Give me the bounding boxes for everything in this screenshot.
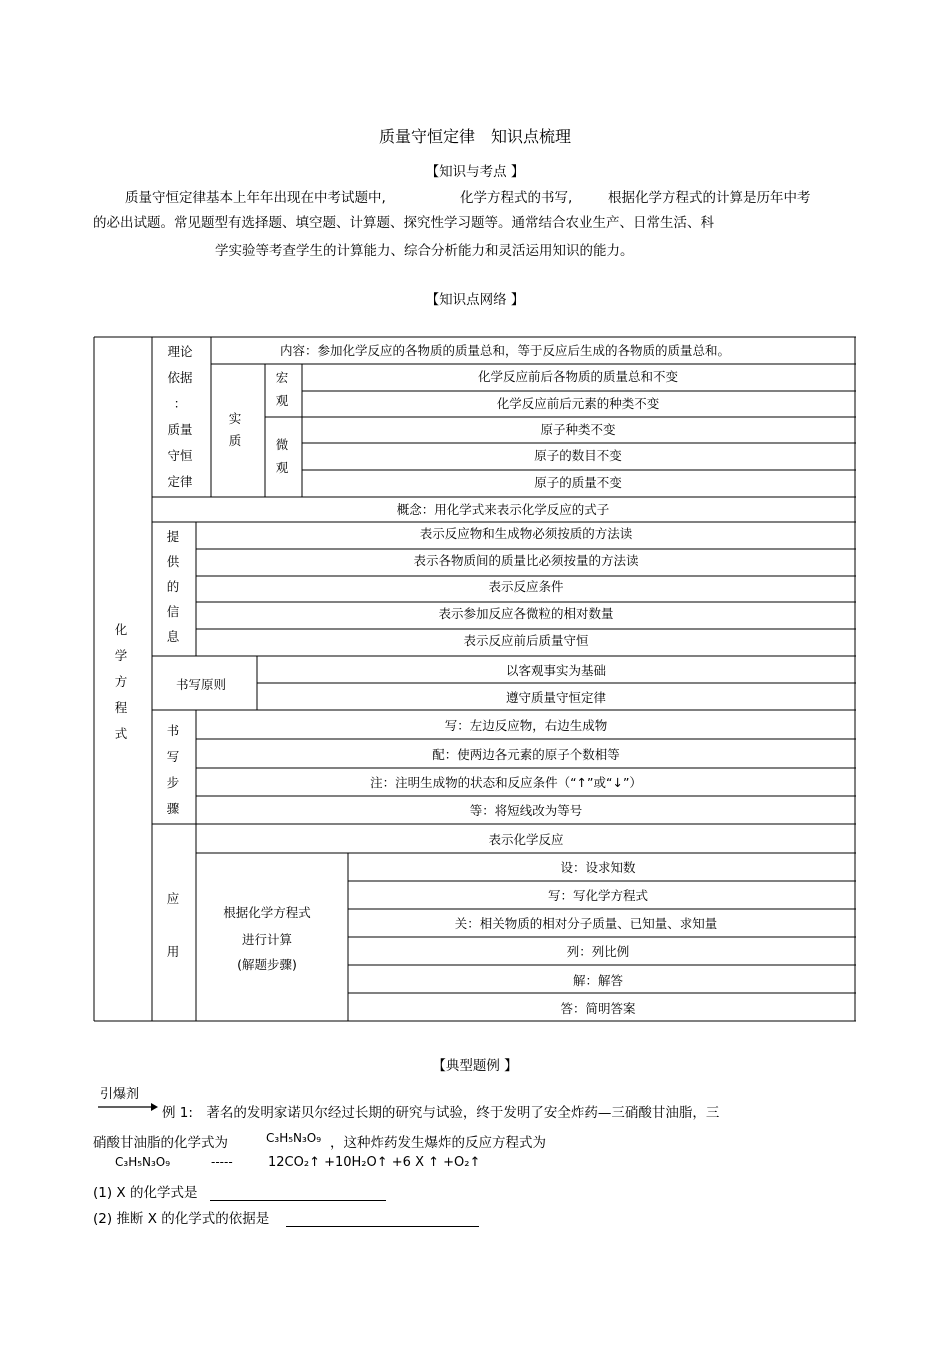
page-title: 质量守恒定律 知识点梳理: [378, 127, 571, 146]
info-label-char: 提: [166, 529, 180, 544]
calc-item: 列：列比例: [566, 944, 630, 959]
section-heading-examples: 【典型题例 】: [432, 1058, 518, 1074]
theory-label-line: 质量: [167, 422, 193, 437]
intro-text-2: 的必出试题。常见题型有选择题、填空题、计算题、探究性学习题等。通常结合农业生产、日常生活、科: [93, 215, 714, 231]
calc-item: 答：简明答案: [560, 1001, 636, 1016]
principle-label: 书写原则: [175, 677, 227, 692]
info-item: 表示各物质间的质量比必须按量的方法读: [413, 553, 639, 568]
macro-label-char: 观: [275, 393, 289, 408]
theory-label-line: 依据: [167, 370, 193, 385]
application-represent: 表示化学反应: [488, 832, 564, 847]
calc-item: 写：写化学方程式: [547, 888, 649, 903]
equation-left: C₃H₅N₃O₉: [115, 1155, 171, 1169]
calc-item: 设：设求知数: [560, 860, 636, 875]
arrow-icon: [97, 1101, 159, 1113]
micro-label-char: 微: [275, 437, 289, 452]
calc-label-line: 根据化学方程式: [223, 905, 311, 920]
principle-item: 遵守质量守恒定律: [505, 690, 607, 705]
question-1-text: (1) X 的化学式是: [93, 1185, 198, 1201]
calc-item: 关：相关物质的相对分子质量、已知量、求知量: [454, 916, 718, 931]
main-label-char: 程: [114, 700, 128, 715]
intro-text-1a: 质量守恒定律基本上年年出现在中考试题中,: [125, 190, 386, 206]
equation-right: 12CO₂↑ +10H₂O↑ +6 X ↑ +O₂↑: [268, 1155, 481, 1170]
formula-nitroglycerin: C₃H₅N₃O₉: [266, 1131, 322, 1145]
info-label-char: 信: [166, 604, 180, 619]
info-item: 表示反应物和生成物必须按质的方法读: [419, 526, 633, 541]
micro-item: 原子的质量不变: [534, 475, 622, 490]
question-2-text: (2) 推断 X 的化学式的依据是: [93, 1211, 270, 1227]
info-label-char: 息: [166, 629, 180, 644]
info-item: 表示参加反应各微粒的相对数量: [438, 606, 614, 621]
info-label-char: 的: [166, 579, 180, 594]
essence-label-char: 实: [228, 411, 242, 426]
micro-item: 原子种类不变: [540, 422, 616, 437]
macro-label-char: 宏: [275, 370, 289, 385]
application-label-char: 应: [166, 891, 180, 906]
example1-line2b: ，这种炸药发生爆炸的反应方程式为: [330, 1135, 546, 1151]
steps-item: 等：将短线改为等号: [469, 803, 583, 818]
steps-item: 写：左边反应物，右边生成物: [444, 718, 608, 733]
question-2: [93, 1207, 479, 1227]
concept-text: 概念：用化学式来表示化学反应的式子: [396, 502, 610, 517]
info-label-char: 供: [166, 554, 180, 569]
steps-label-char: 书: [166, 723, 180, 738]
answer-blank-1[interactable]: [210, 1186, 386, 1201]
main-label-char: 学: [114, 648, 128, 663]
calc-label-line: (解题步骤): [237, 957, 297, 972]
section-heading-knowledge: 【知识与考点 】: [425, 164, 525, 180]
application-label-char: 用: [166, 944, 180, 959]
intro-text-1c: 根据化学方程式的计算是历年中考: [608, 190, 811, 206]
main-label-char: 方: [114, 674, 128, 689]
info-item: 表示反应条件: [488, 579, 564, 594]
steps-item: 配：使两边各元素的原子个数相等: [432, 747, 620, 762]
equation-dash: -----: [211, 1155, 233, 1169]
steps-item: 注：注明生成物的状态和反应条件（“↑”或“↓”）: [370, 775, 642, 790]
intro-text-3: 学实验等考查学生的计算能力、综合分析能力和灵活运用知识的能力。: [215, 243, 634, 259]
steps-label-char: 步: [166, 775, 180, 790]
example1-line2a: 硝酸甘油脂的化学式为: [93, 1135, 228, 1151]
theory-label-line: 定律: [167, 474, 193, 489]
info-item: 表示反应前后质量守恒: [463, 633, 589, 648]
essence-label-char: 质: [228, 433, 242, 448]
question-1: [93, 1181, 386, 1201]
theory-label-line: 理论: [167, 344, 193, 359]
main-label-char: 式: [114, 726, 128, 741]
main-label-char: 化: [114, 622, 128, 637]
principle-item: 以客观事实为基础: [505, 663, 607, 678]
calc-item: 解：解答: [572, 973, 624, 988]
micro-label-char: 观: [275, 460, 289, 475]
steps-label-char: 写: [166, 749, 180, 764]
intro-text-1b: 化学方程式的书写,: [460, 190, 573, 206]
macro-item: 化学反应前后各物质的质量总和不变: [477, 369, 679, 384]
theory-label-line: ：: [173, 396, 187, 411]
calc-label-line: 进行计算: [241, 932, 293, 947]
detonator-label: 引爆剂: [100, 1087, 140, 1102]
macro-item: 化学反应前后元素的种类不变: [496, 396, 660, 411]
theory-label-line: 守恒: [167, 448, 193, 463]
answer-blank-2[interactable]: [286, 1212, 479, 1227]
steps-label-char: 骤: [166, 801, 180, 816]
micro-item: 原子的数目不变: [534, 448, 622, 463]
theory-content: 内容：参加化学反应的各物质的质量总和，等于反应后生成的各物质的质量总和。: [279, 343, 731, 358]
example1-line1: 例 1: 著名的发明家诺贝尔经过长期的研究与试验，终于发明了安全炸药—三硝酸甘油脂，三: [162, 1105, 720, 1121]
section-heading-network: 【知识点网络 】: [425, 292, 525, 308]
